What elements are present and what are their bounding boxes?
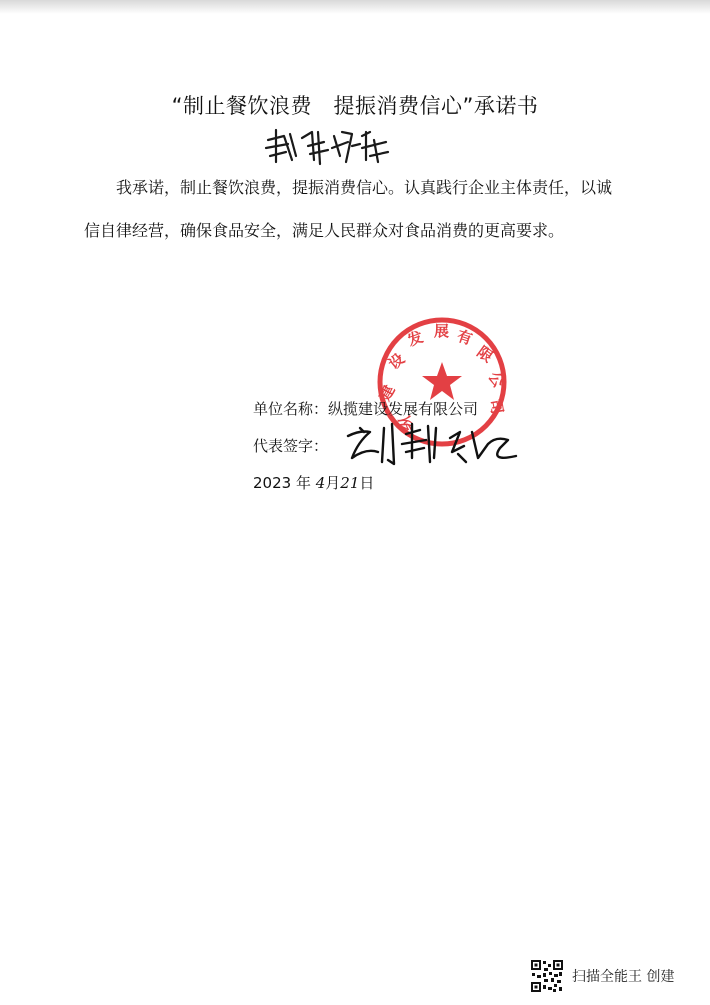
representative-label: 代表签字：: [253, 437, 329, 455]
svg-text:公: 公: [484, 368, 508, 391]
svg-text:设: 设: [385, 349, 409, 374]
date-year: 2023 年: [253, 474, 311, 492]
unit-name-value: 纵揽建设发展有限公司: [328, 400, 479, 418]
representative-signature: [340, 418, 520, 470]
svg-text:展: 展: [434, 322, 450, 340]
unit-name-row: [253, 398, 478, 419]
date-month: 4: [315, 474, 326, 492]
svg-text:纵: 纵: [395, 414, 416, 433]
month-label: 月: [325, 474, 341, 492]
commitment-text: 我承诺，制止餐饮浪费，提振消费信心。认真践行企业主体责任，以诚信自律经营，确保食品安全，满足人民群众对食品消费的更高要求。: [84, 178, 613, 240]
scan-edge: [0, 0, 710, 14]
svg-text:有: 有: [454, 326, 475, 349]
day-label: 日: [359, 474, 375, 492]
svg-text:建: 建: [375, 382, 399, 404]
date-row: [253, 472, 374, 493]
representative-row: [253, 435, 328, 456]
scanner-watermark: [530, 958, 674, 994]
document-title: “制止餐饮浪费 提振消费信心”承诺书: [171, 94, 539, 118]
handwritten-note: [262, 126, 392, 170]
svg-text:发: 发: [405, 327, 426, 350]
date-day: 21: [340, 474, 360, 492]
unit-name-label: 单位名称：: [253, 400, 329, 418]
qr-code-icon: [530, 959, 564, 993]
scanner-app-text: 扫描全能王 创建: [572, 969, 675, 985]
svg-text:司: 司: [486, 397, 507, 416]
svg-text:限: 限: [473, 342, 497, 367]
